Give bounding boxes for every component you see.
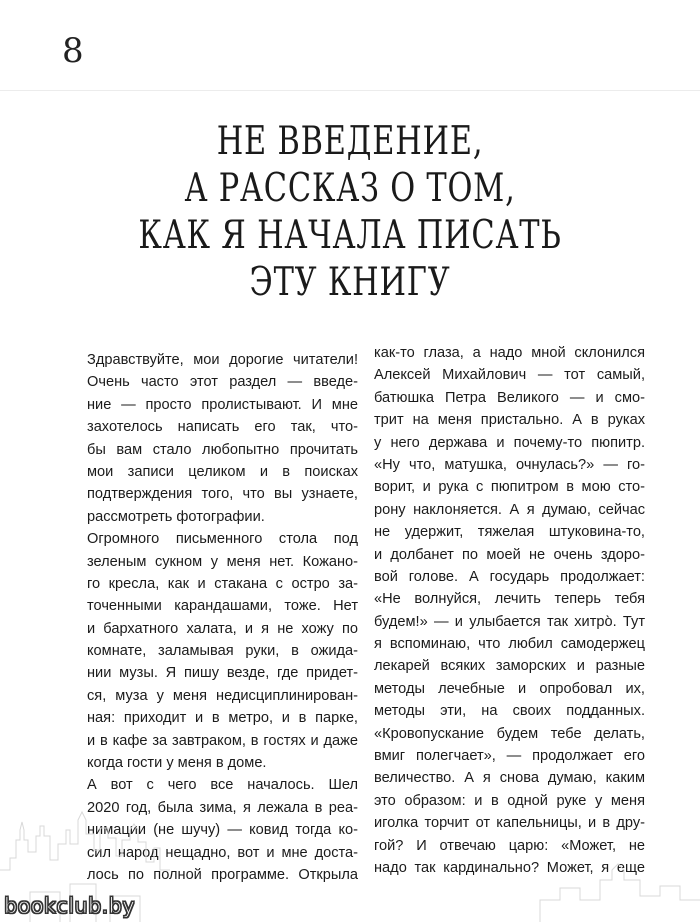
text-line: точенными карандашами, тоже. Нет bbox=[87, 598, 358, 615]
right-column bbox=[374, 342, 645, 879]
text-line: мои записи целиком и в поисках bbox=[87, 463, 358, 480]
text-line: «Ну что, матушка, очнулась?» — го- bbox=[374, 456, 645, 473]
title-line: НЕ ВВЕДЕНИЕ, bbox=[216, 119, 484, 164]
text-line: и в кафе за завтраком, в гостях и даже bbox=[87, 732, 358, 749]
text-line: подтверждения того, что вы узнаете, bbox=[87, 486, 358, 503]
text-line: гой? И отвечаю царю: «Может, не bbox=[374, 837, 645, 854]
text-line: комнате, заламывая руки, в ожида- bbox=[87, 643, 358, 660]
text-line: Здравствуйте, мои дорогие читатели! bbox=[87, 352, 358, 368]
text-line: нии музы. Я пишу везде, где придет- bbox=[87, 665, 358, 682]
chapter-title bbox=[77, 118, 623, 306]
text-line: го кресла, как и стакана с остро за- bbox=[87, 575, 358, 592]
text-line: вой голове. А государь продолжает: bbox=[374, 568, 645, 585]
text-line: А вот с чего все началось. Шел bbox=[87, 777, 358, 794]
text-line: батюшка Петра Великого — и смо- bbox=[374, 389, 645, 406]
text-line: не удержит, тяжелая штуковина-то, bbox=[374, 524, 645, 541]
text-line: лекарей всяких заморских и разные bbox=[374, 658, 645, 675]
header-divider bbox=[0, 90, 700, 91]
title-line: ЭТУ КНИГУ bbox=[249, 260, 451, 305]
text-line: когда гости у меня в доме. bbox=[87, 755, 267, 772]
text-line: и долбанет по моей не очень здоро- bbox=[374, 546, 645, 563]
text-line: зеленым сукном у меня нет. Кожано- bbox=[87, 553, 358, 570]
text-line: надо так кардинально? Может, я еще bbox=[374, 859, 645, 876]
text-line: трит на меня пристально. А в руках bbox=[374, 412, 645, 429]
text-line: захотелось написать его так, что- bbox=[87, 419, 358, 436]
text-line: ние — просто пролистывают. И мне bbox=[87, 396, 358, 413]
text-line: «Не волнуйся, лечить теперь тебя bbox=[374, 591, 645, 608]
page-number: 8 bbox=[62, 31, 84, 71]
text-line: будем!» — и улыбается так хитро̀. Тут bbox=[374, 613, 645, 630]
text-line: «Кровопускание будем тебе делать, bbox=[374, 725, 645, 742]
text-line: 2020 год, была зима, я лежала в реа- bbox=[87, 799, 358, 816]
text-line: я вспоминаю, что любил самодержец bbox=[374, 636, 645, 653]
text-line: это образом: и в одной руке у меня bbox=[374, 792, 645, 809]
text-line: сил народ нещадно, вот и мне доста- bbox=[87, 844, 358, 861]
text-line: Очень часто этот раздел — введе- bbox=[87, 374, 358, 391]
text-line: у него держава и почему-то пюпитр. bbox=[374, 434, 645, 451]
text-line: рассмотреть фотографии. bbox=[87, 508, 265, 525]
text-line: вмиг полегчает», — продолжает его bbox=[374, 748, 645, 765]
text-line: иголка торчит от капельницы, и в дру- bbox=[374, 815, 645, 832]
text-line: бы вам стало любопытно прочитать bbox=[87, 441, 358, 458]
title-line: КАК Я НАЧАЛА ПИСАТЬ bbox=[138, 213, 562, 258]
text-line: рону наклоняется. А я думаю, сейчас bbox=[374, 501, 645, 518]
title-line: А РАССКАЗ О ТОМ, bbox=[184, 166, 516, 211]
text-line: ная: приходит и в метро, и в парке, bbox=[87, 710, 358, 727]
text-line: методы лечебные и опробовал их, bbox=[374, 680, 645, 697]
text-line: методы эти, на своих подданных. bbox=[374, 703, 645, 720]
text-line: Алексей Михайлович — тот самый, bbox=[374, 367, 645, 384]
text-line: Огромного письменного стола под bbox=[87, 531, 358, 548]
text-line: ворит, и рука с пюпитром в мою сто- bbox=[374, 479, 645, 496]
text-line: ся, муза у меня недисциплинирован- bbox=[87, 687, 358, 704]
text-line: лось по полной программе. Открыла bbox=[87, 866, 358, 883]
text-line: как-то глаза, а надо мной склонился bbox=[374, 345, 645, 361]
text-line: нимации (не шучу) — ковид тогда ко- bbox=[87, 822, 358, 839]
site-watermark-logo: bookclub.by bbox=[4, 894, 135, 918]
text-line: величество. А я снова думаю, каким bbox=[374, 770, 645, 787]
text-line: и бархатного халата, и я не хожу по bbox=[87, 620, 358, 637]
